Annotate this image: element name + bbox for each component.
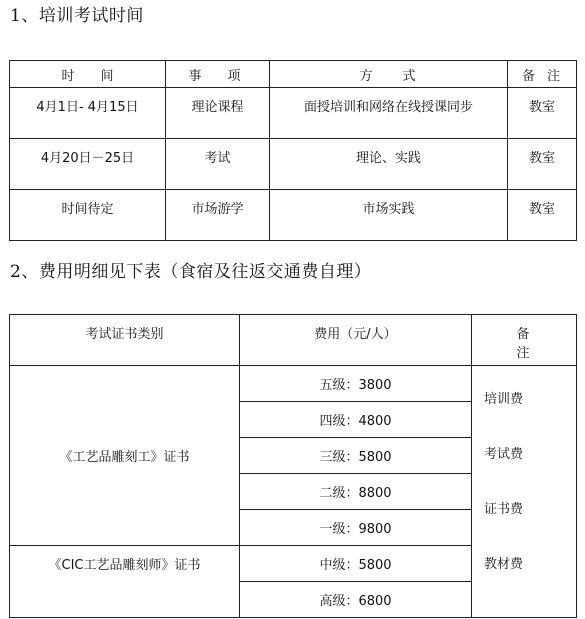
notes-cell	[472, 366, 577, 618]
section1-heading: 1、培训考试时间	[10, 6, 144, 26]
cell-item: 市场游学	[166, 190, 270, 241]
table-row	[10, 366, 577, 402]
col-header-item: 事项	[166, 61, 270, 88]
note-item: 教材费	[484, 557, 524, 572]
cell-time: 4月20日－25日	[10, 139, 166, 190]
note-item: 培训费	[484, 392, 524, 407]
fee-cell: 一级：9800	[240, 510, 472, 546]
fee-cell: 三级：5800	[240, 438, 472, 474]
col-header-note: 备注	[472, 315, 577, 366]
schedule-table	[9, 60, 577, 241]
col-header-fee: 费用（元/人）	[240, 315, 472, 366]
table-row	[10, 88, 577, 139]
table-row	[10, 190, 577, 241]
fee-cell: 五级：3800	[240, 366, 472, 402]
section2-heading: 2、费用明细见下表（食宿及往返交通费自理）	[10, 262, 372, 282]
fee-header-row	[10, 315, 577, 366]
cell-item: 理论课程	[166, 88, 270, 139]
col-header-time: 时间	[10, 61, 166, 88]
col-header-method: 方式	[270, 61, 508, 88]
category-cell: 《工艺品雕刻工》证书	[10, 366, 240, 546]
cell-note: 教室	[508, 139, 577, 190]
note-item: 考试费	[484, 447, 524, 462]
cell-item: 考试	[166, 139, 270, 190]
cell-note: 教室	[508, 190, 577, 241]
cell-time: 4月1日- 4月15日	[10, 88, 166, 139]
cell-method: 市场实践	[270, 190, 508, 241]
fee-cell: 中级：5800	[240, 546, 472, 582]
fee-table	[9, 314, 577, 618]
fee-cell: 高级：6800	[240, 582, 472, 618]
fee-cell: 四级：4800	[240, 402, 472, 438]
cell-time: 时间待定	[10, 190, 166, 241]
col-header-note: 备注	[508, 61, 577, 88]
schedule-header-row	[10, 61, 577, 88]
col-header-category: 考试证书类别	[10, 315, 240, 366]
cell-method: 面授培训和网络在线授课同步	[270, 88, 508, 139]
note-item: 证书费	[484, 502, 524, 517]
table-row	[10, 139, 577, 190]
fee-cell: 二级：8800	[240, 474, 472, 510]
category-cell: 《CIC工艺品雕刻师》证书	[10, 546, 240, 618]
cell-note: 教室	[508, 88, 577, 139]
cell-method: 理论、实践	[270, 139, 508, 190]
